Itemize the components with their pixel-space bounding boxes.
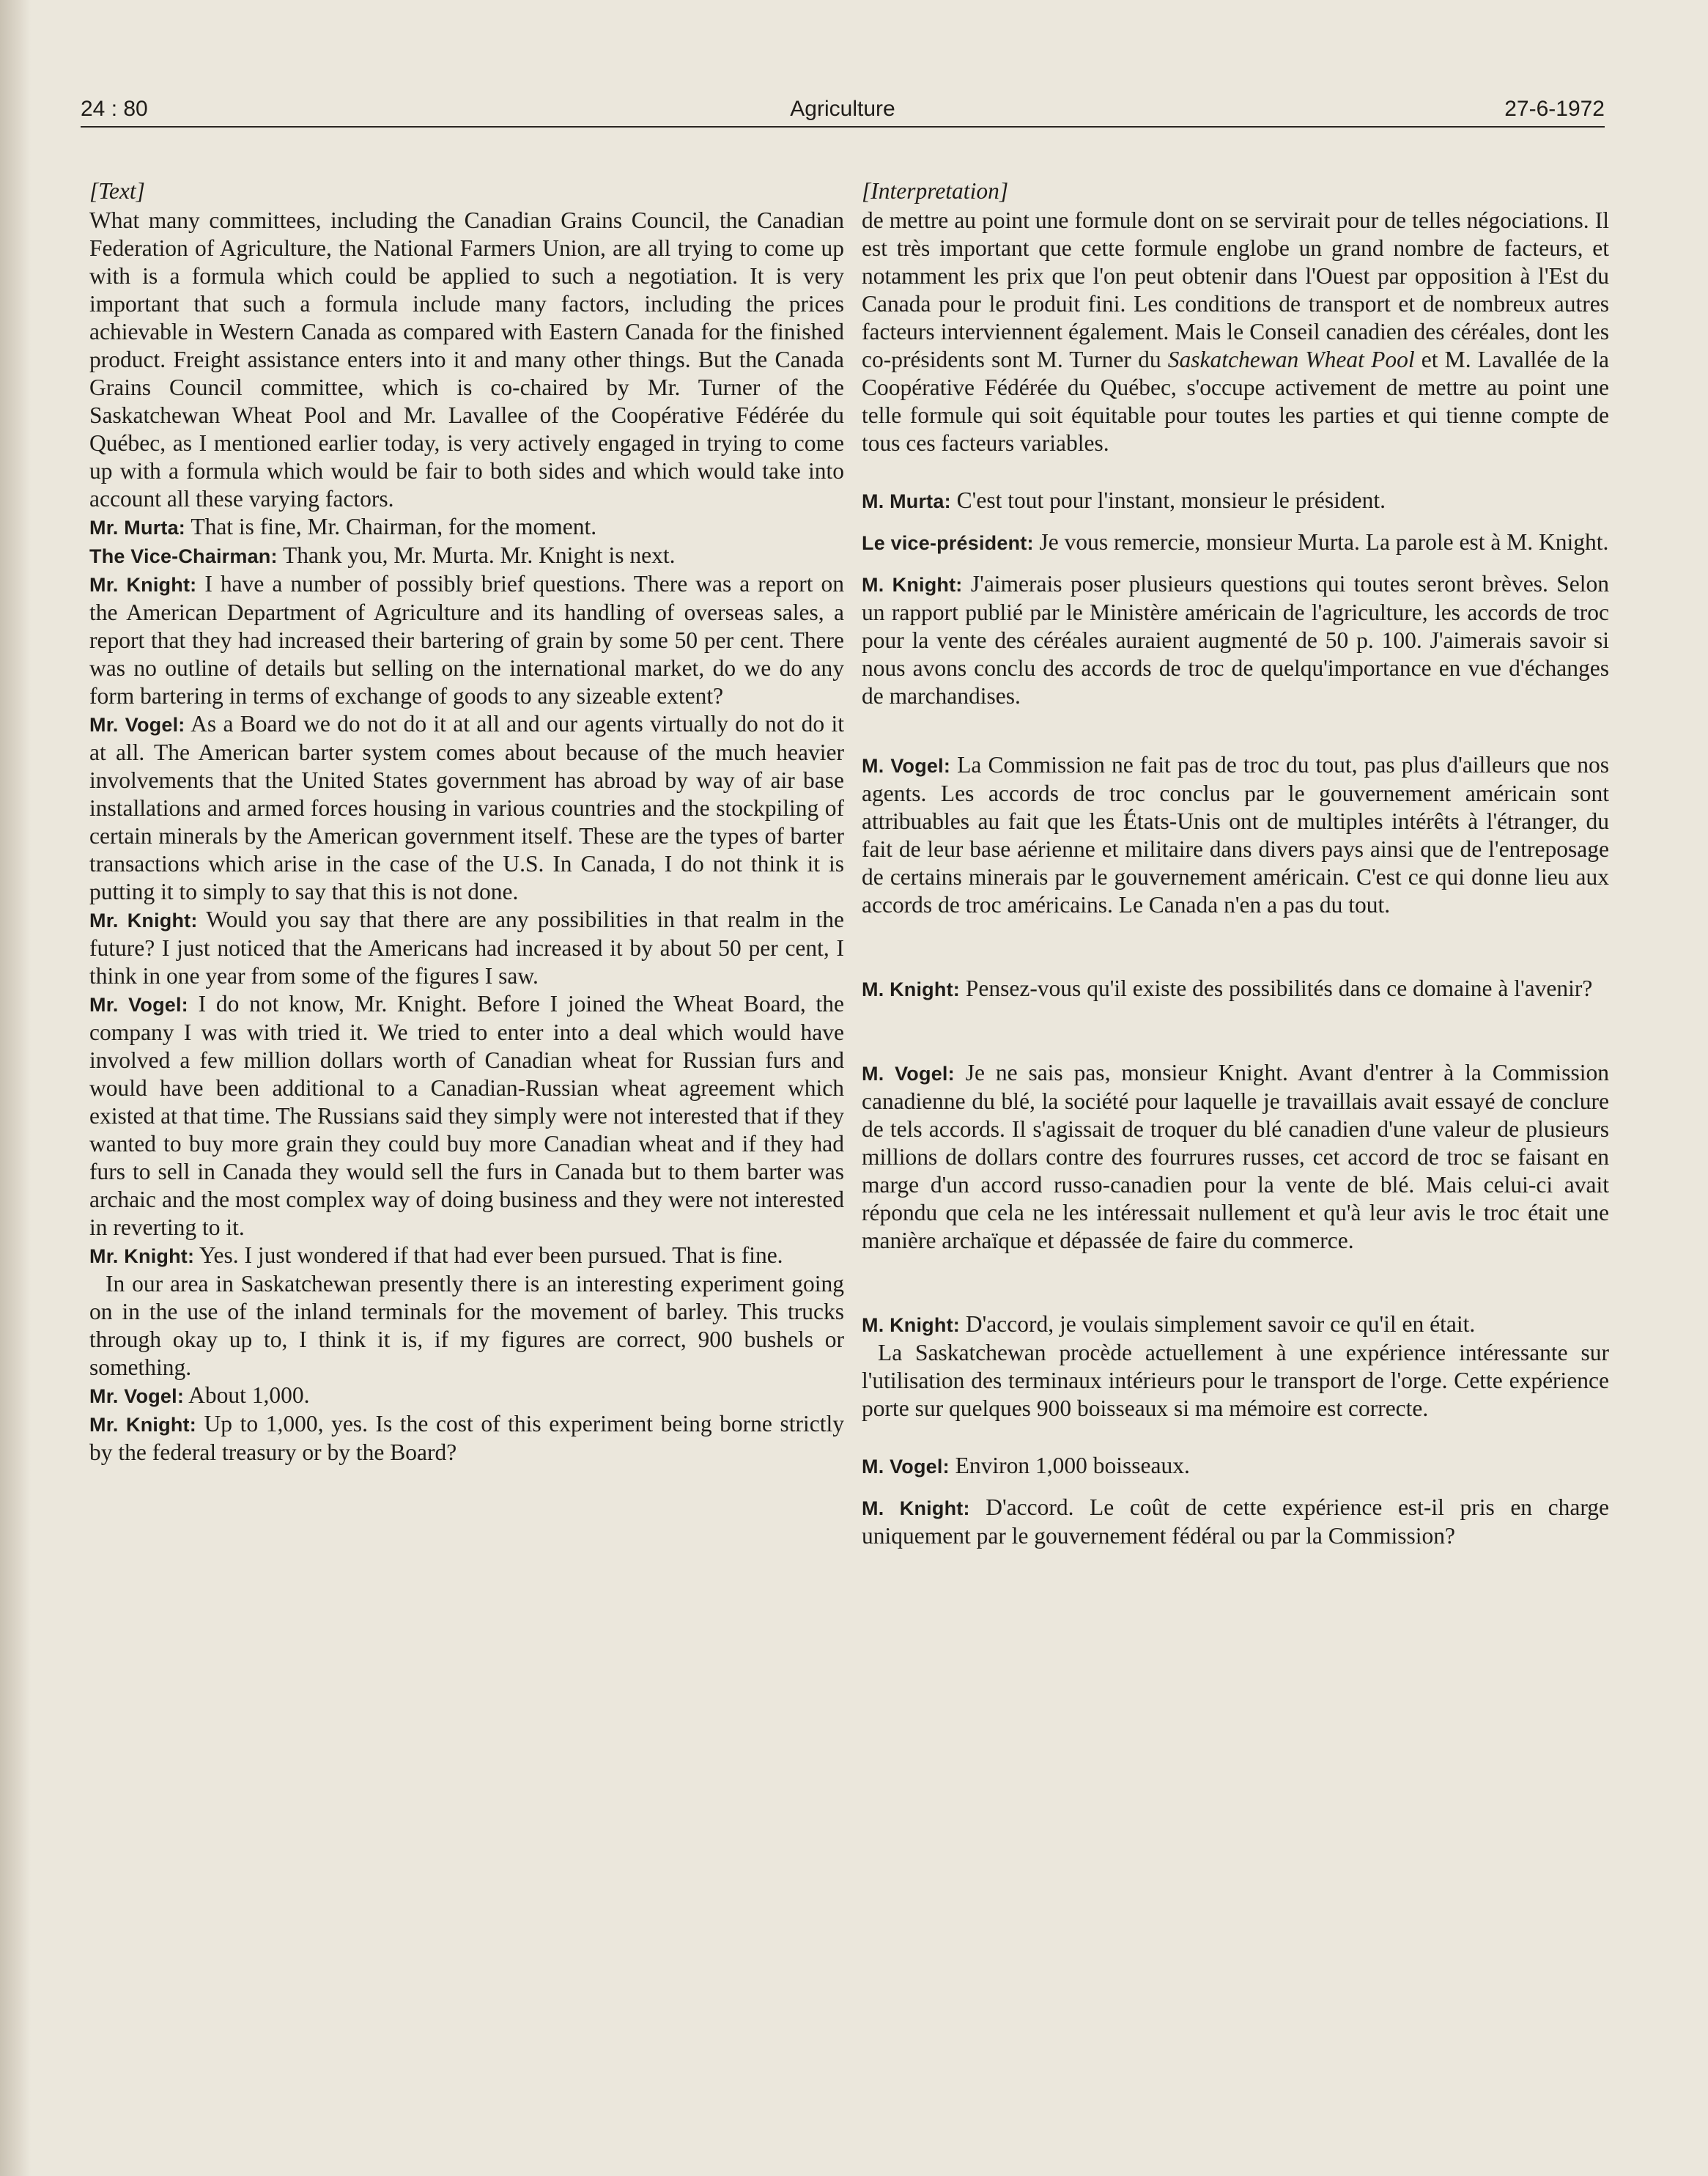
exchange-vice-president-fr: [862, 528, 1609, 557]
speaker-label: M. Murta:: [862, 490, 951, 512]
speech-text: Would you say that there are any possibilities in that realm in the future? I just noticed that the Americans had increased it by about 50 per cent, I think in one year from some of the figures I saw.: [89, 907, 844, 989]
fr-paragraph-part: et M. Lavallée de la Coopérative Fédérée du Québec, s'occupe activement de mettre au point une telle formule qui soit équitable pour toutes les parties et qui tienne compte de tous ces facteurs variables.: [862, 347, 1609, 456]
speech-text: La Commission ne fait pas de troc du tout, pas plus d'ailleurs que nos agents. Les accords de troc conclus par le gouvernement américain sont attribuables au fait que les États-Unis ont de multiples intérêts à l'étranger, du fait de leur base aérienne et militaire dans divers pays ainsi que de l'entreposage de certains minerais par le gouvernement américain. C'est ce qui donne lieu aux accords de troc américains. Le Canada n'en a pas du tout.: [862, 752, 1610, 918]
speech-text: That is fine, Mr. Chairman, for the moment.: [191, 514, 597, 539]
exchange-vogel-2: [89, 990, 844, 1242]
speaker-label: M. Knight:: [862, 1497, 970, 1519]
speech-text: As a Board we do not do it at all and our agents virtually do not do it at all. The American barter system comes about because of the much heavier involvements that the United States government has abroad by way of air base installations and armed forces housing in various countries and the stockpiling of certain minerals by the American government itself. These are the types of barter transactions which arise in the case of the U.S. In Canada, I do not think it is putting it to simply to say that this is not done.: [89, 711, 844, 904]
page-gutter-shadow: [0, 0, 31, 2176]
speaker-label: M. Knight:: [862, 574, 963, 596]
fr-italic-org-name: Saskatchewan Wheat Pool: [1167, 347, 1415, 372]
french-column: [862, 177, 1609, 1550]
speaker-label: M. Vogel:: [862, 1063, 955, 1085]
page-date: 27-6-1972: [1504, 97, 1605, 121]
speech-text: I do not know, Mr. Knight. Before I joined the Wheat Board, the company I was with tried it. We tried to enter into a deal which would have involved a few million dollars worth of Canadian wheat for Russian furs and would have been additional to a Canadian-Russian wheat agreement which existed at that time. The Russians said they simply were not interested that if they wanted to buy more grain they could buy more Canadian wheat and if they had furs to sell in Canada they would sell the furs in Canada but to them barter was archaic and the most complex way of doing business and they were not interested in reverting to it.: [89, 991, 845, 1240]
opening-paragraph: What many committees, including the Canadian Grains Council, the Canadian Federation of Agriculture, the National Farmers Union, are all trying to come up with is a formula which could be applied to such a negotiation. It is very important that such a formula include many factors, including the prices achievable in Western Canada as compared with Eastern Canada for the finished product. Freight assistance enters into it and many other things. But the Canada Grains Council committee, which is co-chaired by Mr. Turner of the Saskatchewan Wheat Pool and Mr. Lavallee of the Coopérative Fédérée du Québec, as I mentioned earlier today, is very actively engaged in trying to come up with a formula which would be fair to both sides and which would take into account all these varying factors.: [89, 207, 844, 512]
fr-paragraph-part: de mettre au point une formule dont on se servirait pour de telles négociations. Il est très important que cette formule englobe un grand nombre de facteurs, et notamment les prix que l'on peut obtenir dans l'Ouest par opposition à l'Est du Canada pour le produit fini. Les conditions de transport et de nombreux autres facteurs interviennent également. Mais le Conseil canadien des céréales, dont les co-présidents sont M. Turner du: [862, 207, 1609, 372]
speech-text: Je vous remercie, monsieur Murta. La parole est à M. Knight.: [1039, 529, 1609, 555]
exchange-knight-3-fr: [862, 1310, 1609, 1339]
speech-text: C'est tout pour l'instant, monsieur le président.: [956, 487, 1386, 513]
exchange-murta-fr: [862, 487, 1609, 515]
speaker-label: M. Knight:: [862, 978, 960, 1000]
speaker-label: Mr. Vogel:: [89, 994, 188, 1016]
page-number: 24 : 80: [81, 97, 148, 121]
running-header: [81, 79, 1605, 128]
speaker-label: M. Knight:: [862, 1314, 960, 1336]
speech-text: Yes. I just wondered if that had ever been pursued. That is fine.: [199, 1242, 783, 1268]
opening-paragraph-fr: [862, 207, 1609, 457]
speaker-label: Mr. Knight:: [89, 574, 197, 596]
speech-text: About 1,000.: [188, 1382, 310, 1408]
speaker-label: The Vice-Chairman:: [89, 545, 278, 567]
exchange-knight-1: [89, 570, 844, 710]
page-title: Agriculture: [790, 97, 895, 121]
exchange-vogel-3: [89, 1382, 844, 1410]
speaker-label: Mr. Murta:: [89, 517, 186, 539]
speech-text: D'accord. Le coût de cette expérience est-il pris en charge uniquement par le gouvernement fédéral ou par la Commission?: [862, 1494, 1609, 1549]
speech-text: Up to 1,000, yes. Is the cost of this experiment being borne strictly by the federal treasury or by the Board?: [89, 1411, 844, 1465]
exchange-knight-1-fr: [862, 570, 1609, 710]
interpretation-marker: [Interpretation]: [862, 178, 1009, 204]
exchange-murta: [89, 513, 844, 542]
exchange-knight-3: [89, 1242, 844, 1270]
english-column: [89, 177, 844, 1467]
speech-text: Je ne sais pas, monsieur Knight. Avant d'entrer à la Commission canadienne du blé, la société pour laquelle je travaillais avait essayé de conclure de tels accords. Il s'agissait de troquer du blé canadien d'une valeur de plusieurs millions de dollars contre des fourrures russes, cet accord de troc se faisant en marge d'un accord russo-canadien pour la vente de blé. Mais celui-ci avait répondu que cela ne les intéressait nullement et qu'à leur avis le troc était une manière archaïque et dépassée de faire du commerce.: [862, 1060, 1610, 1253]
speech-text: J'aimerais poser plusieurs questions qui toutes seront brèves. Selon un rapport publié par le Ministère américain de l'agriculture, les accords de troc pour la vente des céréales auraient augmenté de 50 p. 100. J'aimerais savoir si nous avons conclu des accords de troc de quelqu'importance en vue d'échanges de marchandises.: [862, 571, 1609, 709]
exchange-vogel-1-fr: [862, 751, 1609, 919]
speech-text: Thank you, Mr. Murta. Mr. Knight is next.: [283, 542, 676, 568]
speech-text: D'accord, je voulais simplement savoir ce qu'il en était.: [965, 1311, 1476, 1337]
exchange-knight-3-fr-continued: La Saskatchewan procède actuellement à une expérience intéressante sur l'utilisation des terminaux intérieurs pour le transport de l'orge. Cette expérience porte sur quelques 900 boisseaux si ma mémoire est correcte.: [862, 1340, 1609, 1421]
exchange-vogel-1: [89, 710, 844, 906]
exchange-knight-4-fr: [862, 1494, 1609, 1550]
speaker-label: Mr. Knight:: [89, 1245, 195, 1267]
speaker-label: Mr. Vogel:: [89, 714, 185, 736]
speaker-label: Mr. Vogel:: [89, 1385, 185, 1407]
exchange-knight-2-fr: [862, 975, 1609, 1003]
exchange-vogel-2-fr: [862, 1059, 1609, 1255]
exchange-vice-chairman: [89, 542, 844, 570]
speech-text: Pensez-vous qu'il existe des possibilités dans ce domaine à l'avenir?: [965, 975, 1593, 1001]
exchange-vogel-3-fr: [862, 1452, 1609, 1480]
speaker-label: M. Vogel:: [862, 1456, 950, 1478]
speaker-label: Le vice-président:: [862, 532, 1034, 554]
speaker-label: M. Vogel:: [862, 755, 951, 777]
text-marker: [Text]: [89, 178, 145, 204]
exchange-knight-2: [89, 906, 844, 990]
speech-text: Environ 1,000 boisseaux.: [955, 1453, 1190, 1478]
speaker-label: Mr. Knight:: [89, 1414, 196, 1436]
speaker-label: Mr. Knight:: [89, 910, 198, 932]
speech-text: I have a number of possibly brief questions. There was a report on the American Department of Agriculture and its handling of overseas sales, a report that they had increased their bartering of grain by some 50 per cent. There was no outline of details but selling on the international market, do we do any form bartering in terms of exchange of goods to any sizeable extent?: [89, 571, 844, 709]
exchange-knight-4: [89, 1410, 844, 1467]
exchange-knight-3-continued: In our area in Saskatchewan presently there is an interesting experiment going on in the use of the inland terminals for the movement of barley. This trucks through okay up to, I think it is, if my figures are correct, 900 bushels or something.: [89, 1271, 844, 1380]
